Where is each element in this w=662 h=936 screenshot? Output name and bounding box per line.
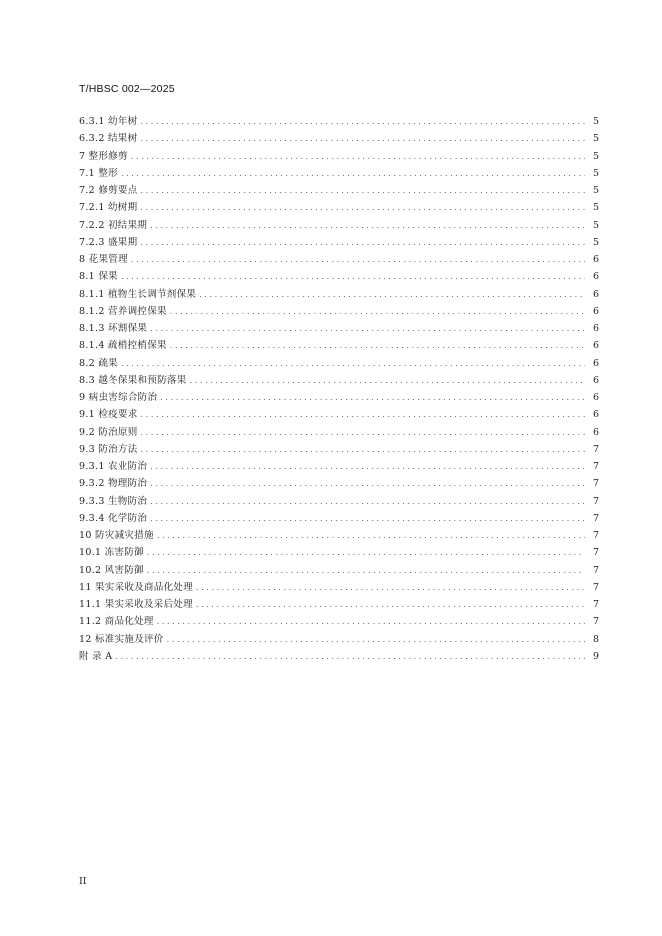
toc-entry-label: 7.2 修剪要点 <box>79 185 138 196</box>
toc-entry-label: 9.3.3 生物防治 <box>79 495 148 507</box>
toc-entry[interactable] <box>79 217 599 234</box>
toc-entry-label: 9 病虫害综合防治 <box>79 392 158 403</box>
toc-entry-label: 8 花果管理 <box>79 254 128 265</box>
toc-entry-page: 6 <box>592 374 599 386</box>
toc-entry-page: 8 <box>592 633 599 645</box>
toc-dot-leader <box>150 510 585 527</box>
toc-entry-page: 5 <box>592 133 599 145</box>
toc-entry[interactable] <box>79 320 599 337</box>
toc-entry[interactable] <box>79 493 599 510</box>
toc-dot-leader <box>141 182 585 199</box>
toc-entry[interactable] <box>79 458 599 475</box>
toc-entry-label: 8.3 越冬保果和预防落果 <box>79 374 187 386</box>
toc-entry-label: 11.2 商品化处理 <box>79 616 154 628</box>
toc-dot-leader <box>147 544 585 561</box>
toc-dot-leader <box>140 199 585 216</box>
toc-entry-page: 5 <box>592 167 599 179</box>
toc-entry[interactable] <box>79 441 599 458</box>
toc-dot-leader <box>140 130 585 147</box>
toc-entry[interactable] <box>79 544 599 561</box>
toc-entry[interactable] <box>79 199 599 216</box>
toc-entry-label: 10.2 风害防御 <box>79 564 144 576</box>
toc-entry-page: 7 <box>592 530 599 541</box>
toc-entry-page: 7 <box>592 512 599 524</box>
toc-entry-page: 6 <box>592 305 599 317</box>
toc-entry-page: 7 <box>592 443 599 455</box>
table-of-contents <box>79 113 599 665</box>
toc-entry-label: 8.2 疏果 <box>79 357 118 369</box>
toc-entry-label: 10.1 冻害防御 <box>79 547 144 559</box>
toc-entry[interactable] <box>79 527 599 544</box>
toc-entry[interactable] <box>79 424 599 441</box>
toc-entry-label: 7.2.3 盛果期 <box>79 236 138 248</box>
toc-entry-label: 9.3.1 农业防治 <box>79 461 148 472</box>
toc-entry[interactable] <box>79 130 599 147</box>
toc-entry[interactable] <box>79 389 599 406</box>
toc-entry-label: 9.2 防治原则 <box>79 426 138 438</box>
toc-entry-page: 5 <box>592 236 599 248</box>
toc-entry[interactable] <box>79 579 599 596</box>
toc-entry[interactable] <box>79 148 599 165</box>
toc-dot-leader <box>167 631 585 648</box>
toc-entry[interactable] <box>79 355 599 372</box>
toc-entry-page: 6 <box>592 392 599 403</box>
toc-entry-page: 5 <box>592 202 599 214</box>
toc-entry-page: 7 <box>592 616 599 628</box>
toc-entry-label: 9.1 检疫要求 <box>79 409 138 421</box>
toc-entry[interactable] <box>79 613 599 630</box>
toc-dot-leader <box>196 596 585 613</box>
toc-dot-leader <box>115 648 585 665</box>
toc-dot-leader <box>157 527 585 544</box>
toc-dot-leader <box>190 372 585 389</box>
toc-entry[interactable] <box>79 406 599 423</box>
toc-entry-label: 12 标准实施及评价 <box>79 633 164 645</box>
toc-entry-page: 7 <box>592 461 599 472</box>
toc-entry-label: 8.1.3 环割保果 <box>79 323 148 334</box>
toc-dot-leader <box>140 234 585 251</box>
toc-entry-page: 6 <box>592 409 599 421</box>
toc-dot-leader <box>196 579 585 596</box>
toc-entry-page: 6 <box>592 288 599 300</box>
toc-dot-leader <box>121 355 585 372</box>
toc-dot-leader <box>121 268 585 285</box>
toc-dot-leader <box>141 441 585 458</box>
toc-dot-leader <box>121 165 585 182</box>
toc-entry-page: 5 <box>592 150 599 162</box>
toc-dot-leader <box>150 217 585 234</box>
toc-entry-page: 7 <box>592 599 599 610</box>
toc-entry-page: 7 <box>592 581 599 593</box>
toc-entry-page: 7 <box>592 495 599 507</box>
toc-entry-label: 9.3.2 物理防治 <box>79 478 148 490</box>
toc-dot-leader <box>160 389 585 406</box>
toc-entry-label: 8.1.1 植物生长调节剂保果 <box>79 288 197 300</box>
toc-entry[interactable] <box>79 303 599 320</box>
toc-entry[interactable] <box>79 234 599 251</box>
toc-entry-page: 7 <box>592 478 599 490</box>
toc-dot-leader <box>131 251 585 268</box>
toc-entry[interactable] <box>79 268 599 285</box>
toc-entry-label: 7.1 整形 <box>79 167 118 179</box>
toc-entry-page: 7 <box>592 547 599 559</box>
toc-entry-page: 5 <box>592 219 599 231</box>
toc-entry[interactable] <box>79 475 599 492</box>
toc-entry-page: 6 <box>592 323 599 334</box>
toc-entry-label: 10 防灾减灾措施 <box>79 530 154 541</box>
toc-entry-label: 11 果实采收及商品化处理 <box>79 581 194 593</box>
toc-dot-leader <box>157 613 585 630</box>
toc-entry-page: 7 <box>592 564 599 576</box>
page-number: II <box>79 876 87 887</box>
toc-entry-label: 11.1 果实采收及采后处理 <box>79 599 193 610</box>
toc-entry-label: 9.3.4 化学防治 <box>79 512 148 524</box>
document-code: T/HBSC 002—2025 <box>79 83 175 95</box>
toc-entry[interactable] <box>79 337 599 354</box>
toc-entry-label: 8.1.2 营养调控保果 <box>79 305 167 317</box>
toc-entry-page: 9 <box>592 650 599 662</box>
toc-dot-leader <box>170 337 585 354</box>
toc-dot-leader <box>170 303 585 320</box>
toc-dot-leader <box>131 148 585 165</box>
toc-entry-label: 6.3.1 幼年树 <box>79 116 138 127</box>
toc-dot-leader <box>141 424 585 441</box>
toc-entry[interactable] <box>79 562 599 579</box>
toc-entry-page: 6 <box>592 254 599 265</box>
toc-entry[interactable] <box>79 182 599 199</box>
toc-entry-label: 7 整形修剪 <box>79 150 128 162</box>
toc-entry[interactable] <box>79 372 599 389</box>
toc-entry-label: 8.1 保果 <box>79 271 118 283</box>
toc-entry[interactable] <box>79 510 599 527</box>
toc-dot-leader <box>147 562 585 579</box>
toc-dot-leader <box>140 113 585 130</box>
toc-entry-page: 6 <box>592 426 599 438</box>
toc-dot-leader <box>141 406 585 423</box>
toc-entry-label: 7.2.1 幼树期 <box>79 202 138 214</box>
toc-entry[interactable] <box>79 596 599 613</box>
toc-entry-page: 5 <box>592 116 599 127</box>
toc-entry-page: 6 <box>592 271 599 283</box>
toc-entry-label: 6.3.2 结果树 <box>79 133 138 145</box>
toc-entry[interactable] <box>79 631 599 648</box>
toc-entry-label: 9.3 防治方法 <box>79 443 138 455</box>
toc-dot-leader <box>150 320 585 337</box>
toc-entry-label: 附 录 A <box>79 650 113 662</box>
toc-entry-label: 7.2.2 初结果期 <box>79 219 148 231</box>
toc-entry[interactable] <box>79 165 599 182</box>
toc-dot-leader <box>150 458 585 475</box>
toc-dot-leader <box>150 493 585 510</box>
toc-dot-leader <box>150 475 585 492</box>
toc-dot-leader <box>199 286 585 303</box>
toc-entry-page: 6 <box>592 340 599 352</box>
toc-entry-label: 8.1.4 疏梢控梢保果 <box>79 340 167 352</box>
toc-entry[interactable] <box>79 286 599 303</box>
toc-entry-page: 5 <box>592 185 599 196</box>
toc-entry[interactable] <box>79 251 599 268</box>
toc-entry[interactable] <box>79 648 599 665</box>
toc-entry-page: 6 <box>592 357 599 369</box>
toc-entry[interactable] <box>79 113 599 130</box>
